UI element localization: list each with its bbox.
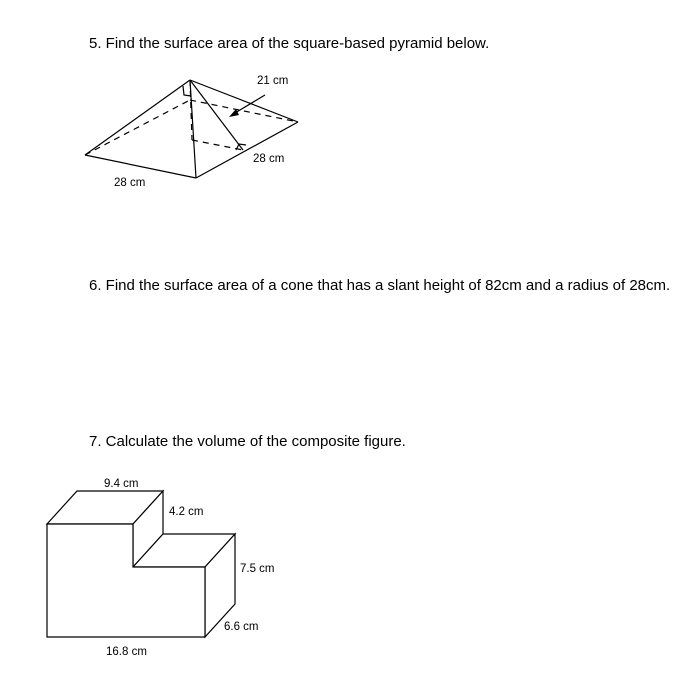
pyramid-lateral-edge-front (190, 80, 196, 178)
pyramid-front-right-edge (196, 122, 298, 178)
pyramid-front-left-edge (85, 155, 196, 178)
pyramid-side-label-left: 28 cm (114, 177, 146, 189)
pyramid-right-angle-mark-top (183, 86, 191, 96)
pyramid-label-pointer-line (235, 95, 265, 113)
pyramid-figure (85, 75, 298, 189)
question-7-text: 7. Calculate the volume of the composite figure. (89, 433, 406, 450)
composite-top-depth-label: 9.4 cm (104, 478, 139, 490)
composite-right-height-label: 7.5 cm (240, 563, 275, 575)
pyramid-base-apothem (192, 140, 243, 150)
question-6-text: 6. Find the surface area of a cone that has a slant height of 82cm and a radius of 28cm. (89, 277, 671, 294)
composite-depth-label: 6.6 cm (224, 621, 259, 633)
pyramid-slant-label: 21 cm (257, 75, 289, 87)
pyramid-side-label-right: 28 cm (253, 153, 285, 165)
composite-width-label: 16.8 cm (106, 646, 147, 658)
composite-figure (47, 478, 275, 658)
pyramid-hidden-back-left-edge (85, 100, 190, 155)
question-5-text: 5. Find the surface area of the square-based pyramid below. (89, 35, 490, 52)
pyramid-hidden-back-edge (190, 100, 298, 122)
pyramid-lateral-edge-left (85, 80, 190, 155)
composite-step-height-label: 4.2 cm (169, 506, 204, 518)
